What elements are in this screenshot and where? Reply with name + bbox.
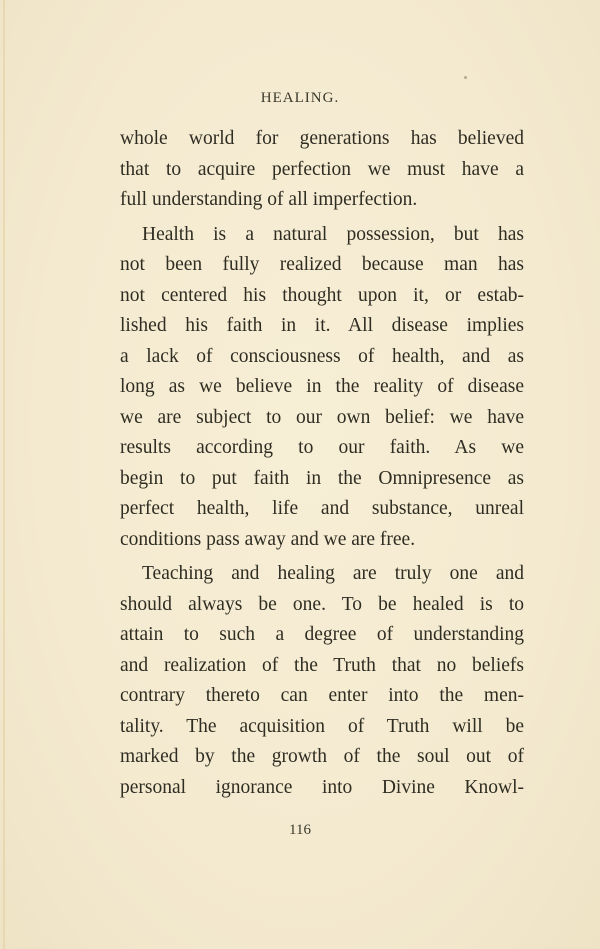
text-line: should always be one. To be healed is to [120, 593, 524, 615]
paragraph-1 [120, 124, 524, 216]
text-line: results according to our faith. As we [120, 437, 524, 458]
text-line: perfect health, life and substance, unreal [120, 498, 524, 519]
text-line: attain to such a degree of understanding [120, 624, 524, 645]
text-line: contrary thereto can enter into the men- [120, 685, 524, 706]
text-line: personal ignorance into Divine Knowl- [120, 776, 524, 798]
text-line: conditions pass away and we are free. [120, 528, 416, 550]
running-head: HEALING. [260, 90, 340, 106]
paper-speck [464, 76, 467, 79]
text-line: and realization of the Truth that no beliefs [120, 654, 524, 676]
paragraph-2 [120, 220, 524, 556]
text-line: begin to put faith in the Omnipresence as [120, 467, 524, 489]
text-line: a lack of consciousness of health, and as [120, 345, 524, 367]
text-line: not been fully realized because man has [120, 254, 524, 275]
text-line: we are subject to our own belief: we have [120, 406, 524, 428]
text-line: whole world for generations has believed [120, 128, 524, 149]
text-line: Health is a natural possession, but has [142, 223, 524, 245]
text-line: that to acquire perfection we must have a [120, 158, 524, 180]
text-line: lished his faith in it. All disease implies [120, 315, 524, 336]
text-line: Teaching and healing are truly one and [142, 563, 524, 584]
text-line: tality. The acquisition of Truth will be [120, 715, 524, 737]
body-text [120, 124, 524, 807]
page-number: 116 [289, 822, 311, 838]
text-line: long as we believe in the reality of disease [120, 376, 524, 397]
text-line: marked by the growth of the soul out of [120, 746, 524, 767]
text-line: not centered his thought upon it, or estab- [120, 284, 524, 306]
paragraph-3 [120, 559, 524, 803]
page-edge [3, 0, 5, 949]
text-line: full understanding of all imperfection. [120, 189, 418, 210]
